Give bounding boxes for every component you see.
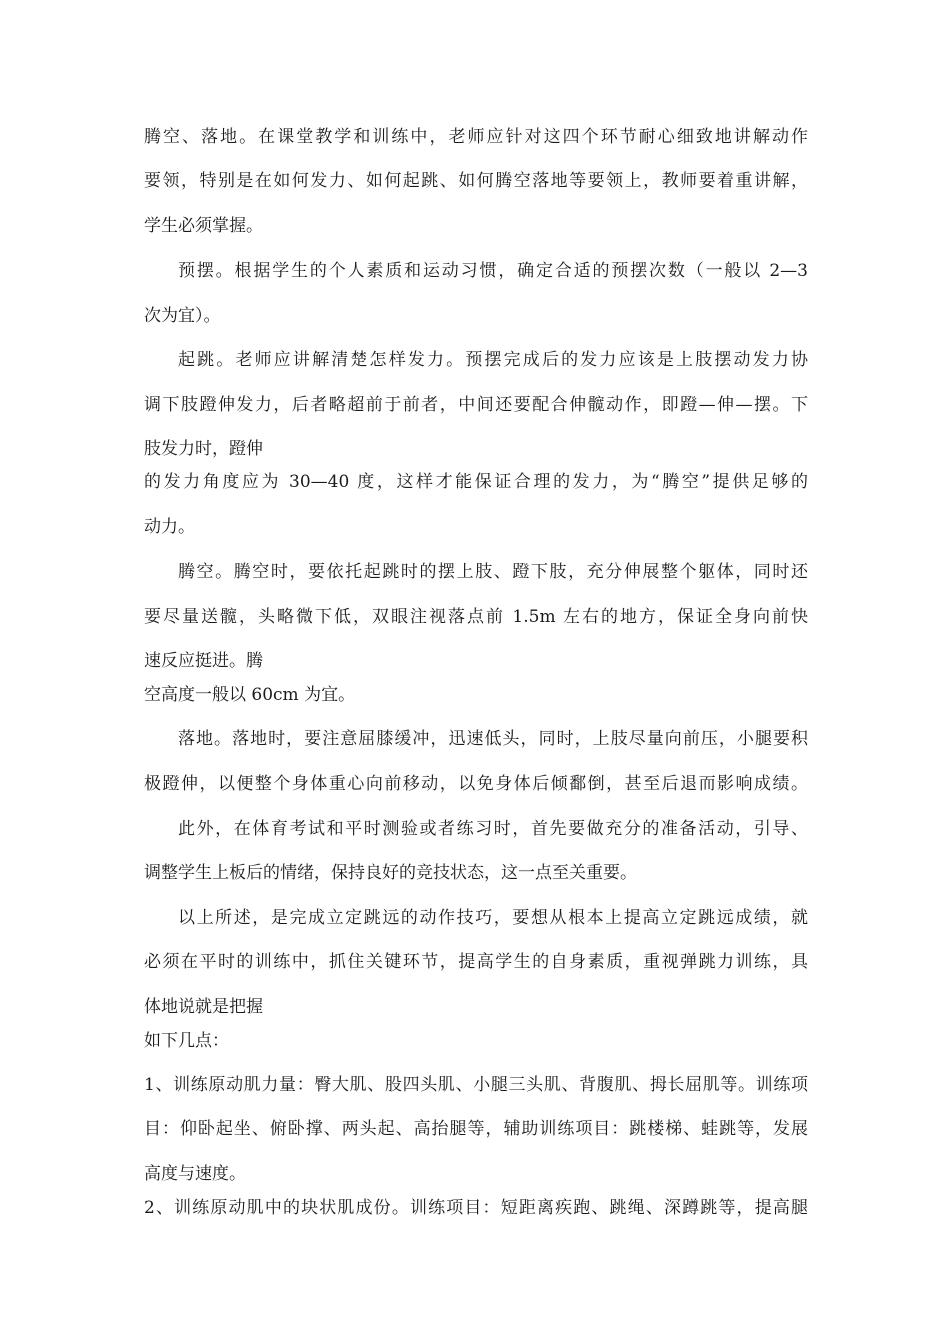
text-line: 如下几点： (144, 1031, 229, 1051)
text-line: 必须在平时的训练中，抓住关键环节，提高学生的自身素质，重视弹跳力训练，具 (144, 952, 808, 972)
text-line: 体地说就是把握 (144, 997, 263, 1017)
text-line: 调下肢蹬伸发力，后者略超前于前者，中间还要配合伸髋动作，即蹬—伸—摆。下 (144, 395, 808, 415)
text-line: 次为宜）。 (144, 306, 221, 326)
text-line: 腾空、落地。在课堂教学和训练中，老师应针对这四个环节耐心细致地讲解动作 (144, 127, 808, 147)
list-item-line: 1、训练原动肌力量：臀大肌、股四头肌、小腿三头肌、背腹肌、拇长屈肌等。训练项 (144, 1075, 808, 1095)
paragraph-first-line: 腾空。腾空时，要依托起跳时的摆上肢、蹬下肢，充分伸展整个躯体，同时还 (178, 562, 808, 582)
text-line: 要尽量送髋，头略微下低，双眼注视落点前 1.5m 左右的地方，保证全身向前快 (144, 607, 808, 627)
text-line: 动力。 (144, 517, 195, 537)
text-line: 的发力角度应为 30—40 度，这样才能保证合理的发力，为“腾空”提供足够的 (144, 472, 808, 492)
list-item-line: 2、训练原动肌中的块状肌成份。训练项目：短距离疾跑、跳绳、深蹲跳等，提高腿 (144, 1198, 808, 1218)
text-line: 要领，特别是在如何发力、如何起跳、如何腾空落地等要领上，教师要着重讲解， (144, 171, 808, 191)
paragraph-first-line: 落地。落地时，要注意屈膝缓冲，迅速低头，同时，上肢尽量向前压，小腿要积 (178, 729, 808, 749)
text-line: 学生必须掌握。 (144, 216, 263, 236)
list-item-line: 高度与速度。 (144, 1164, 246, 1184)
text-line: 空高度一般以 60cm 为宜。 (144, 685, 356, 705)
text-line: 肢发力时，蹬伸 (144, 439, 263, 459)
text-line: 调整学生上板后的情绪，保持良好的竞技状态，这一点至关重要。 (144, 863, 637, 883)
list-item-line: 目：仰卧起坐、俯卧撑、两头起、高抬腿等，辅助训练项目：跳楼梯、蛙跳等，发展 (144, 1119, 808, 1139)
text-line: 速反应挺进。腾 (144, 651, 263, 671)
text-line: 极蹬伸，以便整个身体重心向前移动，以免身体后倾鄱倒，甚至后退而影响成绩。 (144, 774, 808, 794)
paragraph-first-line: 预摆。根据学生的个人素质和运动习惯，确定合适的预摆次数（一般以 2—3 (178, 261, 808, 281)
paragraph-first-line: 此外，在体育考试和平时测验或者练习时，首先要做充分的准备活动，引导、 (178, 819, 808, 839)
paragraph-first-line: 起跳。老师应讲解清楚怎样发力。预摆完成后的发力应该是上肢摆动发力协 (178, 350, 808, 370)
paragraph-first-line: 以上所述，是完成立定跳远的动作技巧，要想从根本上提高立定跳远成绩，就 (178, 908, 808, 928)
